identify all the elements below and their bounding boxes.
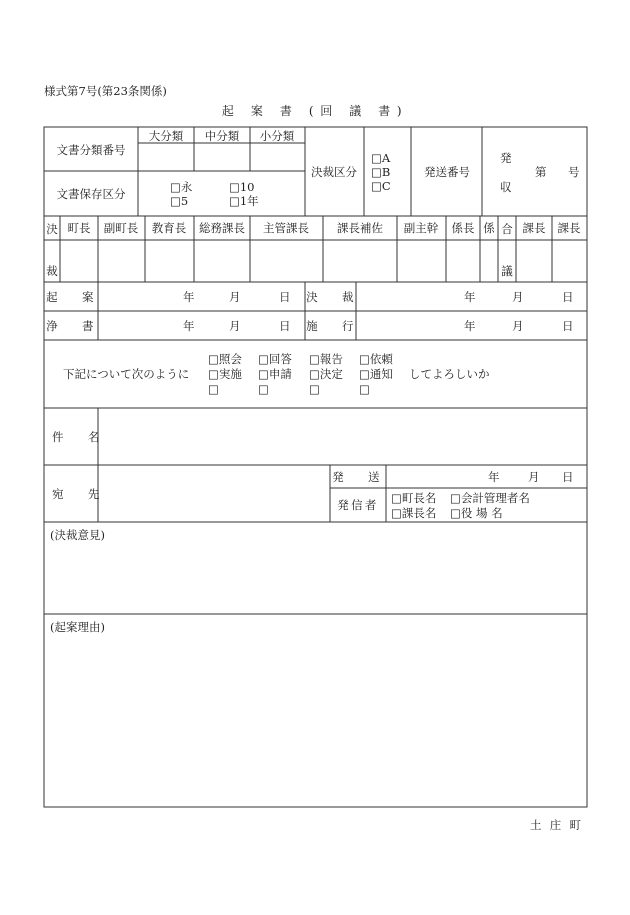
kessai-month: 月: [512, 290, 524, 304]
retention-label: 文書保存区分: [56, 187, 126, 201]
decision-opinion-label: (決裁意見): [50, 528, 105, 542]
decision-option[interactable]: □C: [371, 179, 391, 193]
sender-option[interactable]: □町長名: [391, 491, 437, 505]
request-option[interactable]: □: [208, 382, 219, 396]
role-town-mayor: 町長: [67, 221, 91, 235]
retention-option[interactable]: □永: [170, 180, 193, 194]
shu-label: 収: [500, 180, 512, 194]
send-year: 年: [488, 470, 500, 484]
subject-label: 件 名: [52, 430, 110, 444]
dai-label: 第: [535, 165, 547, 179]
shikou-year: 年: [464, 319, 476, 333]
request-option[interactable]: □: [359, 382, 370, 396]
form-title: 起 案 書 (回 議 書): [221, 104, 409, 118]
sender-label: 発信者: [337, 498, 379, 512]
hatsu-label: 発: [500, 151, 512, 165]
request-option[interactable]: □: [309, 382, 320, 396]
send-month: 月: [528, 470, 540, 484]
retention-option[interactable]: □10: [229, 180, 255, 194]
middle-class-label: 中分類: [204, 129, 240, 143]
sender-option[interactable]: □役 場 名: [450, 506, 503, 520]
destination-label: 宛 先: [52, 487, 110, 501]
kessai-year: 年: [464, 290, 476, 304]
kessai-date-label: 決 裁: [306, 290, 364, 304]
shikou-label: 施 行: [306, 319, 364, 333]
send-day: 日: [562, 470, 574, 484]
retention-option[interactable]: □1年: [229, 194, 259, 208]
kian-month: 月: [229, 290, 241, 304]
request-lead: 下記について次のように: [63, 367, 190, 381]
kessai-day: 日: [562, 290, 574, 304]
retention-option[interactable]: □5: [170, 194, 189, 208]
gougi-bottom: 議: [501, 264, 513, 278]
sender-option[interactable]: □課長名: [391, 506, 437, 520]
kian-day: 日: [279, 290, 291, 304]
sender-option[interactable]: □会計管理者名: [450, 491, 530, 505]
decision-option[interactable]: □B: [371, 165, 391, 179]
decision-class-label: 決裁区分: [311, 165, 357, 179]
role-staff: 係: [483, 221, 495, 235]
jousho-day: 日: [279, 319, 291, 333]
major-class-label: 大分類: [148, 129, 184, 143]
go-label: 号: [568, 165, 580, 179]
request-option[interactable]: □照会: [208, 352, 242, 366]
request-option[interactable]: □: [258, 382, 269, 396]
gougi-role: 課長: [522, 221, 546, 235]
request-option[interactable]: □実施: [208, 367, 242, 381]
form-reference: 様式第7号(第23条関係): [44, 84, 167, 98]
jousho-year: 年: [183, 319, 195, 333]
request-option[interactable]: □申請: [258, 367, 292, 381]
request-tail: してよろしいか: [409, 367, 490, 381]
role-deputy-mayor: 副町長: [103, 221, 139, 235]
request-option[interactable]: □報告: [309, 352, 343, 366]
jousho-month: 月: [229, 319, 241, 333]
role-superintendent: 教育長: [151, 221, 187, 235]
jousho-label: 浄 書: [46, 319, 104, 333]
role-general-affairs-chief: 総務課長: [199, 221, 245, 235]
kian-label: 起 案: [46, 290, 104, 304]
kessai-top: 決: [46, 222, 58, 236]
send-number-label: 発送番号: [424, 165, 470, 179]
role-managing-chief: 主管課長: [263, 221, 309, 235]
gougi-top: 合: [501, 222, 513, 236]
role-section-chief: 係長: [451, 221, 475, 235]
doc-class-no-label: 文書分類番号: [56, 143, 126, 157]
send-date-label: 発 送: [332, 470, 390, 484]
town-name: 土 庄 町: [530, 818, 584, 832]
minor-class-label: 小分類: [259, 129, 295, 143]
request-option[interactable]: □依頼: [359, 352, 393, 366]
kessai-bottom: 裁: [46, 264, 58, 278]
role-deputy-director: 副主幹: [403, 221, 439, 235]
shikou-month: 月: [512, 319, 524, 333]
request-option[interactable]: □回答: [258, 352, 292, 366]
gougi-role: 課長: [557, 221, 581, 235]
drafting-reason-label: (起案理由): [50, 620, 105, 634]
role-assistant-chief: 課長補佐: [337, 221, 383, 235]
request-option[interactable]: □決定: [309, 367, 343, 381]
kian-year: 年: [183, 290, 195, 304]
request-option[interactable]: □通知: [359, 367, 393, 381]
shikou-day: 日: [562, 319, 574, 333]
decision-option[interactable]: □A: [371, 151, 391, 165]
